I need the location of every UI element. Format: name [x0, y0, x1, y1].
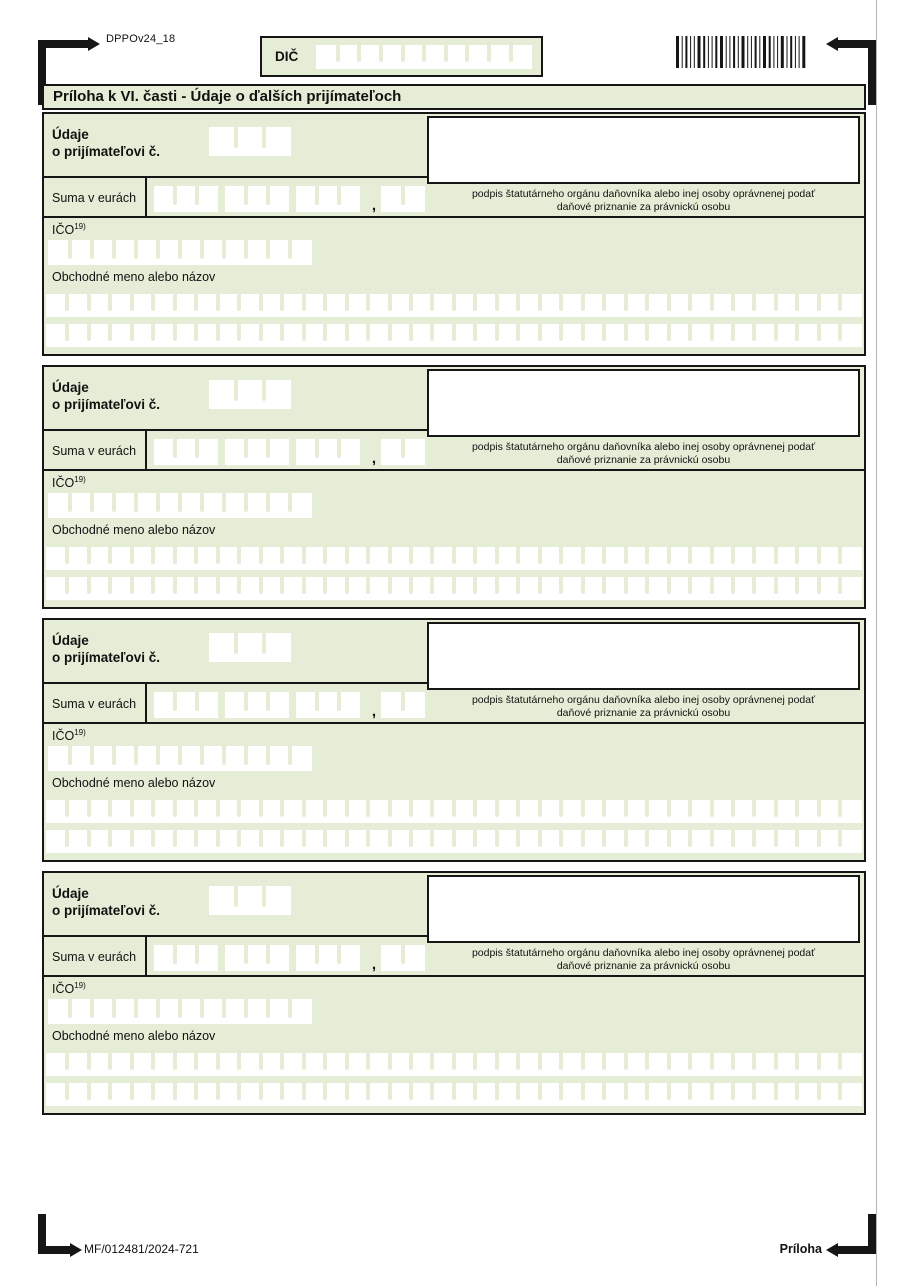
- ico-input[interactable]: [48, 240, 312, 265]
- business-name-input-row2[interactable]: [46, 830, 862, 853]
- sum-label: Suma v eurách: [52, 697, 137, 711]
- signature-caption-line1: podpis štatutárneho orgánu daňovníka alebo inej osoby oprávnenej podať: [471, 694, 816, 706]
- business-name-input-row2[interactable]: [46, 324, 862, 347]
- crop-mark-top-right-icon: [838, 40, 876, 48]
- signature-caption: [427, 694, 860, 720]
- sum-cents-input[interactable]: [381, 692, 425, 718]
- ico-label: IČO$^{19)}$: [52, 475, 86, 491]
- signature-caption-line1: podpis štatutárneho orgánu daňovníka alebo inej osoby oprávnenej podať: [471, 441, 816, 453]
- business-name-input-row1[interactable]: [46, 547, 862, 570]
- recipient-blocks: [42, 112, 866, 1124]
- ico-footnote: 19): [74, 222, 86, 231]
- sum-group-1-input[interactable]: [154, 439, 218, 465]
- signature-caption-line1: podpis štatutárneho orgánu daňovníka alebo inej osoby oprávnenej podať: [471, 188, 816, 200]
- divider-line: [145, 935, 147, 977]
- sum-group-1-input[interactable]: [154, 945, 218, 971]
- dic-label: DIČ: [275, 49, 299, 64]
- recipient-block: [42, 871, 866, 1115]
- sum-group-1-input[interactable]: [154, 692, 218, 718]
- ico-footnote: 19): [74, 728, 86, 737]
- section-title: Príloha k VI. časti - Údaje o ďalších prijímateľoch: [42, 84, 866, 110]
- ico-footnote: 19): [74, 475, 86, 484]
- divider-line: [44, 935, 429, 937]
- sum-cents-input[interactable]: [381, 439, 425, 465]
- sum-input: [154, 692, 425, 718]
- recipient-number-input[interactable]: [209, 633, 291, 662]
- ico-label: IČO$^{19)}$: [52, 728, 86, 744]
- business-name-input-row2[interactable]: [46, 1083, 862, 1106]
- ico-label: IČO$^{19)}$: [52, 981, 86, 997]
- sum-label: Suma v eurách: [52, 191, 137, 205]
- divider-line: [44, 722, 864, 724]
- recipient-title-line2: o prijímateľovi č.: [52, 397, 160, 412]
- sum-cents-input[interactable]: [381, 186, 425, 212]
- signature-caption-line2: daňové priznanie za právnickú osobu: [556, 707, 731, 719]
- sum-input: [154, 186, 425, 212]
- recipient-title-line1: Údaje: [52, 127, 89, 142]
- divider-line: [44, 975, 864, 977]
- crop-mark-arrow-icon: [70, 1243, 82, 1257]
- sum-label: Suma v eurách: [52, 950, 137, 964]
- crop-mark-top-right-icon: [868, 40, 876, 105]
- recipient-block: [42, 618, 866, 862]
- ico-footnote: 19): [74, 981, 86, 990]
- sum-group-3-input[interactable]: [296, 945, 360, 971]
- decimal-comma: ,: [371, 450, 377, 467]
- recipient-title: [52, 126, 160, 160]
- recipient-title-line1: Údaje: [52, 886, 89, 901]
- ico-input[interactable]: [48, 493, 312, 518]
- sum-group-2-input[interactable]: [225, 692, 289, 718]
- sum-group-3-input[interactable]: [296, 439, 360, 465]
- crop-mark-arrow-icon: [826, 1243, 838, 1257]
- signature-caption: [427, 188, 860, 214]
- divider-line: [44, 682, 429, 684]
- sum-input: [154, 945, 425, 971]
- recipient-title: [52, 632, 160, 666]
- recipient-title-line1: Údaje: [52, 633, 89, 648]
- crop-mark-arrow-icon: [826, 37, 838, 51]
- footer-page-label: Príloha: [779, 1242, 822, 1256]
- sum-group-3-input[interactable]: [296, 186, 360, 212]
- recipient-title: [52, 379, 160, 413]
- divider-line: [44, 429, 429, 431]
- dic-box: [260, 36, 543, 77]
- crop-mark-bottom-left-icon: [38, 1246, 70, 1254]
- decimal-comma: ,: [371, 703, 377, 720]
- business-name-label: Obchodné meno alebo názov: [52, 776, 216, 790]
- ico-label: IČO$^{19)}$: [52, 222, 86, 238]
- signature-caption-line1: podpis štatutárneho orgánu daňovníka alebo inej osoby oprávnenej podať: [471, 947, 816, 959]
- crop-mark-arrow-icon: [88, 37, 100, 51]
- crop-mark-bottom-right-icon: [838, 1246, 876, 1254]
- signature-box[interactable]: [427, 875, 860, 943]
- recipient-number-input[interactable]: [209, 380, 291, 409]
- business-name-input-row2[interactable]: [46, 577, 862, 600]
- divider-line: [145, 682, 147, 724]
- recipient-title-line2: o prijímateľovi č.: [52, 650, 160, 665]
- decimal-comma: ,: [371, 197, 377, 214]
- sum-group-2-input[interactable]: [225, 439, 289, 465]
- signature-caption: [427, 441, 860, 467]
- signature-box[interactable]: [427, 116, 860, 184]
- recipient-title-line2: o prijímateľovi č.: [52, 144, 160, 159]
- dic-input[interactable]: [316, 45, 532, 69]
- sum-label: Suma v eurách: [52, 444, 137, 458]
- page-edge-line: [876, 0, 877, 1286]
- ico-input[interactable]: [48, 746, 312, 771]
- barcode-icon: [676, 36, 816, 68]
- sum-group-1-input[interactable]: [154, 186, 218, 212]
- divider-line: [44, 176, 429, 178]
- signature-box[interactable]: [427, 622, 860, 690]
- divider-line: [44, 469, 864, 471]
- sum-input: [154, 439, 425, 465]
- sum-cents-input[interactable]: [381, 945, 425, 971]
- recipient-title: [52, 885, 160, 919]
- decimal-comma: ,: [371, 956, 377, 973]
- signature-caption-line2: daňové priznanie za právnickú osobu: [556, 454, 731, 466]
- business-name-input-row1[interactable]: [46, 294, 862, 317]
- recipient-number-input[interactable]: [209, 127, 291, 156]
- recipient-title-line2: o prijímateľovi č.: [52, 903, 160, 918]
- form-code: DPPOv24_18: [106, 33, 176, 45]
- recipient-block: [42, 112, 866, 356]
- signature-caption-line2: daňové priznanie za právnickú osobu: [556, 201, 731, 213]
- business-name-label: Obchodné meno alebo názov: [52, 270, 216, 284]
- business-name-label: Obchodné meno alebo názov: [52, 1029, 216, 1043]
- sum-group-2-input[interactable]: [225, 186, 289, 212]
- divider-line: [145, 429, 147, 471]
- footer-document-code: MF/012481/2024-721: [84, 1242, 199, 1256]
- signature-caption: [427, 947, 860, 973]
- signature-box[interactable]: [427, 369, 860, 437]
- recipient-title-line1: Údaje: [52, 380, 89, 395]
- business-name-input-row1[interactable]: [46, 1053, 862, 1076]
- sum-group-2-input[interactable]: [225, 945, 289, 971]
- signature-caption-line2: daňové priznanie za právnickú osobu: [556, 960, 731, 972]
- ico-input[interactable]: [48, 999, 312, 1024]
- business-name-label: Obchodné meno alebo názov: [52, 523, 216, 537]
- crop-mark-top-left-icon: [38, 40, 88, 48]
- recipient-block: [42, 365, 866, 609]
- sum-group-3-input[interactable]: [296, 692, 360, 718]
- business-name-input-row1[interactable]: [46, 800, 862, 823]
- divider-line: [44, 216, 864, 218]
- recipient-number-input[interactable]: [209, 886, 291, 915]
- divider-line: [145, 176, 147, 218]
